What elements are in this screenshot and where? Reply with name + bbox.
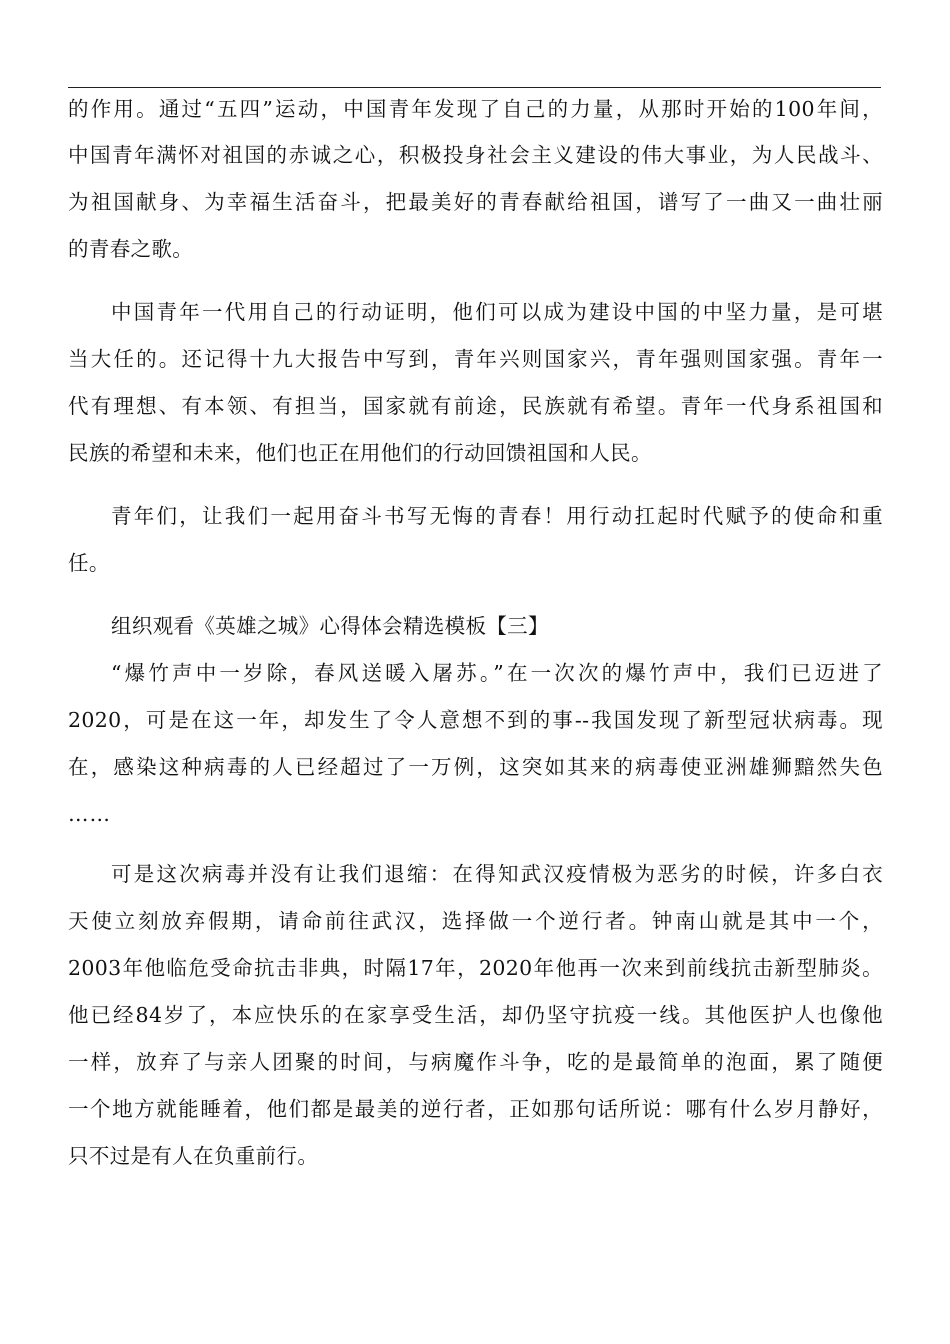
paragraph-line: 一个地方就能睡着，他们都是最美的逆行者，正如那句话所说：哪有什么岁月静好， bbox=[68, 1097, 883, 1121]
paragraph-line: 在，感染这种病毒的人已经超过了一万例，这突如其来的病毒使亚洲雄狮黯然失色 bbox=[68, 755, 883, 779]
paragraph-line: 可是这次病毒并没有让我们退缩：在得知武汉疫情极为恶劣的时候，许多白衣 bbox=[111, 862, 883, 886]
paragraph-line: 中国青年一代用自己的行动证明，他们可以成为建设中国的中坚力量，是可堪 bbox=[111, 300, 883, 324]
paragraph-line: 天使立刻放弃假期，请命前往武汉，选择做一个逆行者。钟南山就是其中一个， bbox=[68, 909, 883, 933]
paragraph-line: 任。 bbox=[68, 551, 110, 575]
paragraph-line: 代有理想、有本领、有担当，国家就有前途，民族就有希望。青年一代身系祖国和 bbox=[68, 394, 883, 418]
paragraph-line: 中国青年满怀对祖国的赤诚之心，积极投身社会主义建设的伟大事业，为人民战斗、 bbox=[68, 143, 883, 167]
paragraph-line: 他已经84岁了，本应快乐的在家享受生活，却仍坚守抗疫一线。其他医护人也像他 bbox=[68, 1003, 883, 1027]
paragraph-line: 青年们，让我们一起用奋斗书写无悔的青春！用行动扛起时代赋予的使命和重 bbox=[111, 504, 883, 528]
section-heading: 组织观看《英雄之城》心得体会精选模板【三】 bbox=[111, 614, 549, 638]
paragraph-line: 只不过是有人在负重前行。 bbox=[68, 1144, 319, 1168]
paragraph-line: “爆竹声中一岁除，春风送暖入屠苏。”在一次次的爆竹声中，我们已迈进了 bbox=[111, 661, 883, 685]
paragraph-line: 2003年他临危受命抗击非典，时隔17年，2020年他再一次来到前线抗击新型肺炎。 bbox=[68, 956, 883, 980]
paragraph-line: 的青春之歌。 bbox=[68, 237, 194, 261]
header-rule bbox=[68, 87, 881, 88]
paragraph-line: 2020，可是在这一年，却发生了令人意想不到的事--我国发现了新型冠状病毒。现 bbox=[68, 708, 883, 732]
paragraph-line: …… bbox=[68, 802, 111, 826]
paragraph-line: 民族的希望和未来，他们也正在用他们的行动回馈祖国和人民。 bbox=[68, 441, 652, 465]
paragraph-line: 的作用。通过“五四”运动，中国青年发现了自己的力量，从那时开始的100年间， bbox=[68, 97, 883, 121]
paragraph-line: 为祖国献身、为幸福生活奋斗，把最美好的青春献给祖国，谱写了一曲又一曲壮丽 bbox=[68, 190, 883, 214]
paragraph-line: 当大任的。还记得十九大报告中写到，青年兴则国家兴，青年强则国家强。青年一 bbox=[68, 347, 883, 371]
paragraph-line: 一样，放弃了与亲人团聚的时间，与病魔作斗争，吃的是最简单的泡面，累了随便 bbox=[68, 1050, 883, 1074]
